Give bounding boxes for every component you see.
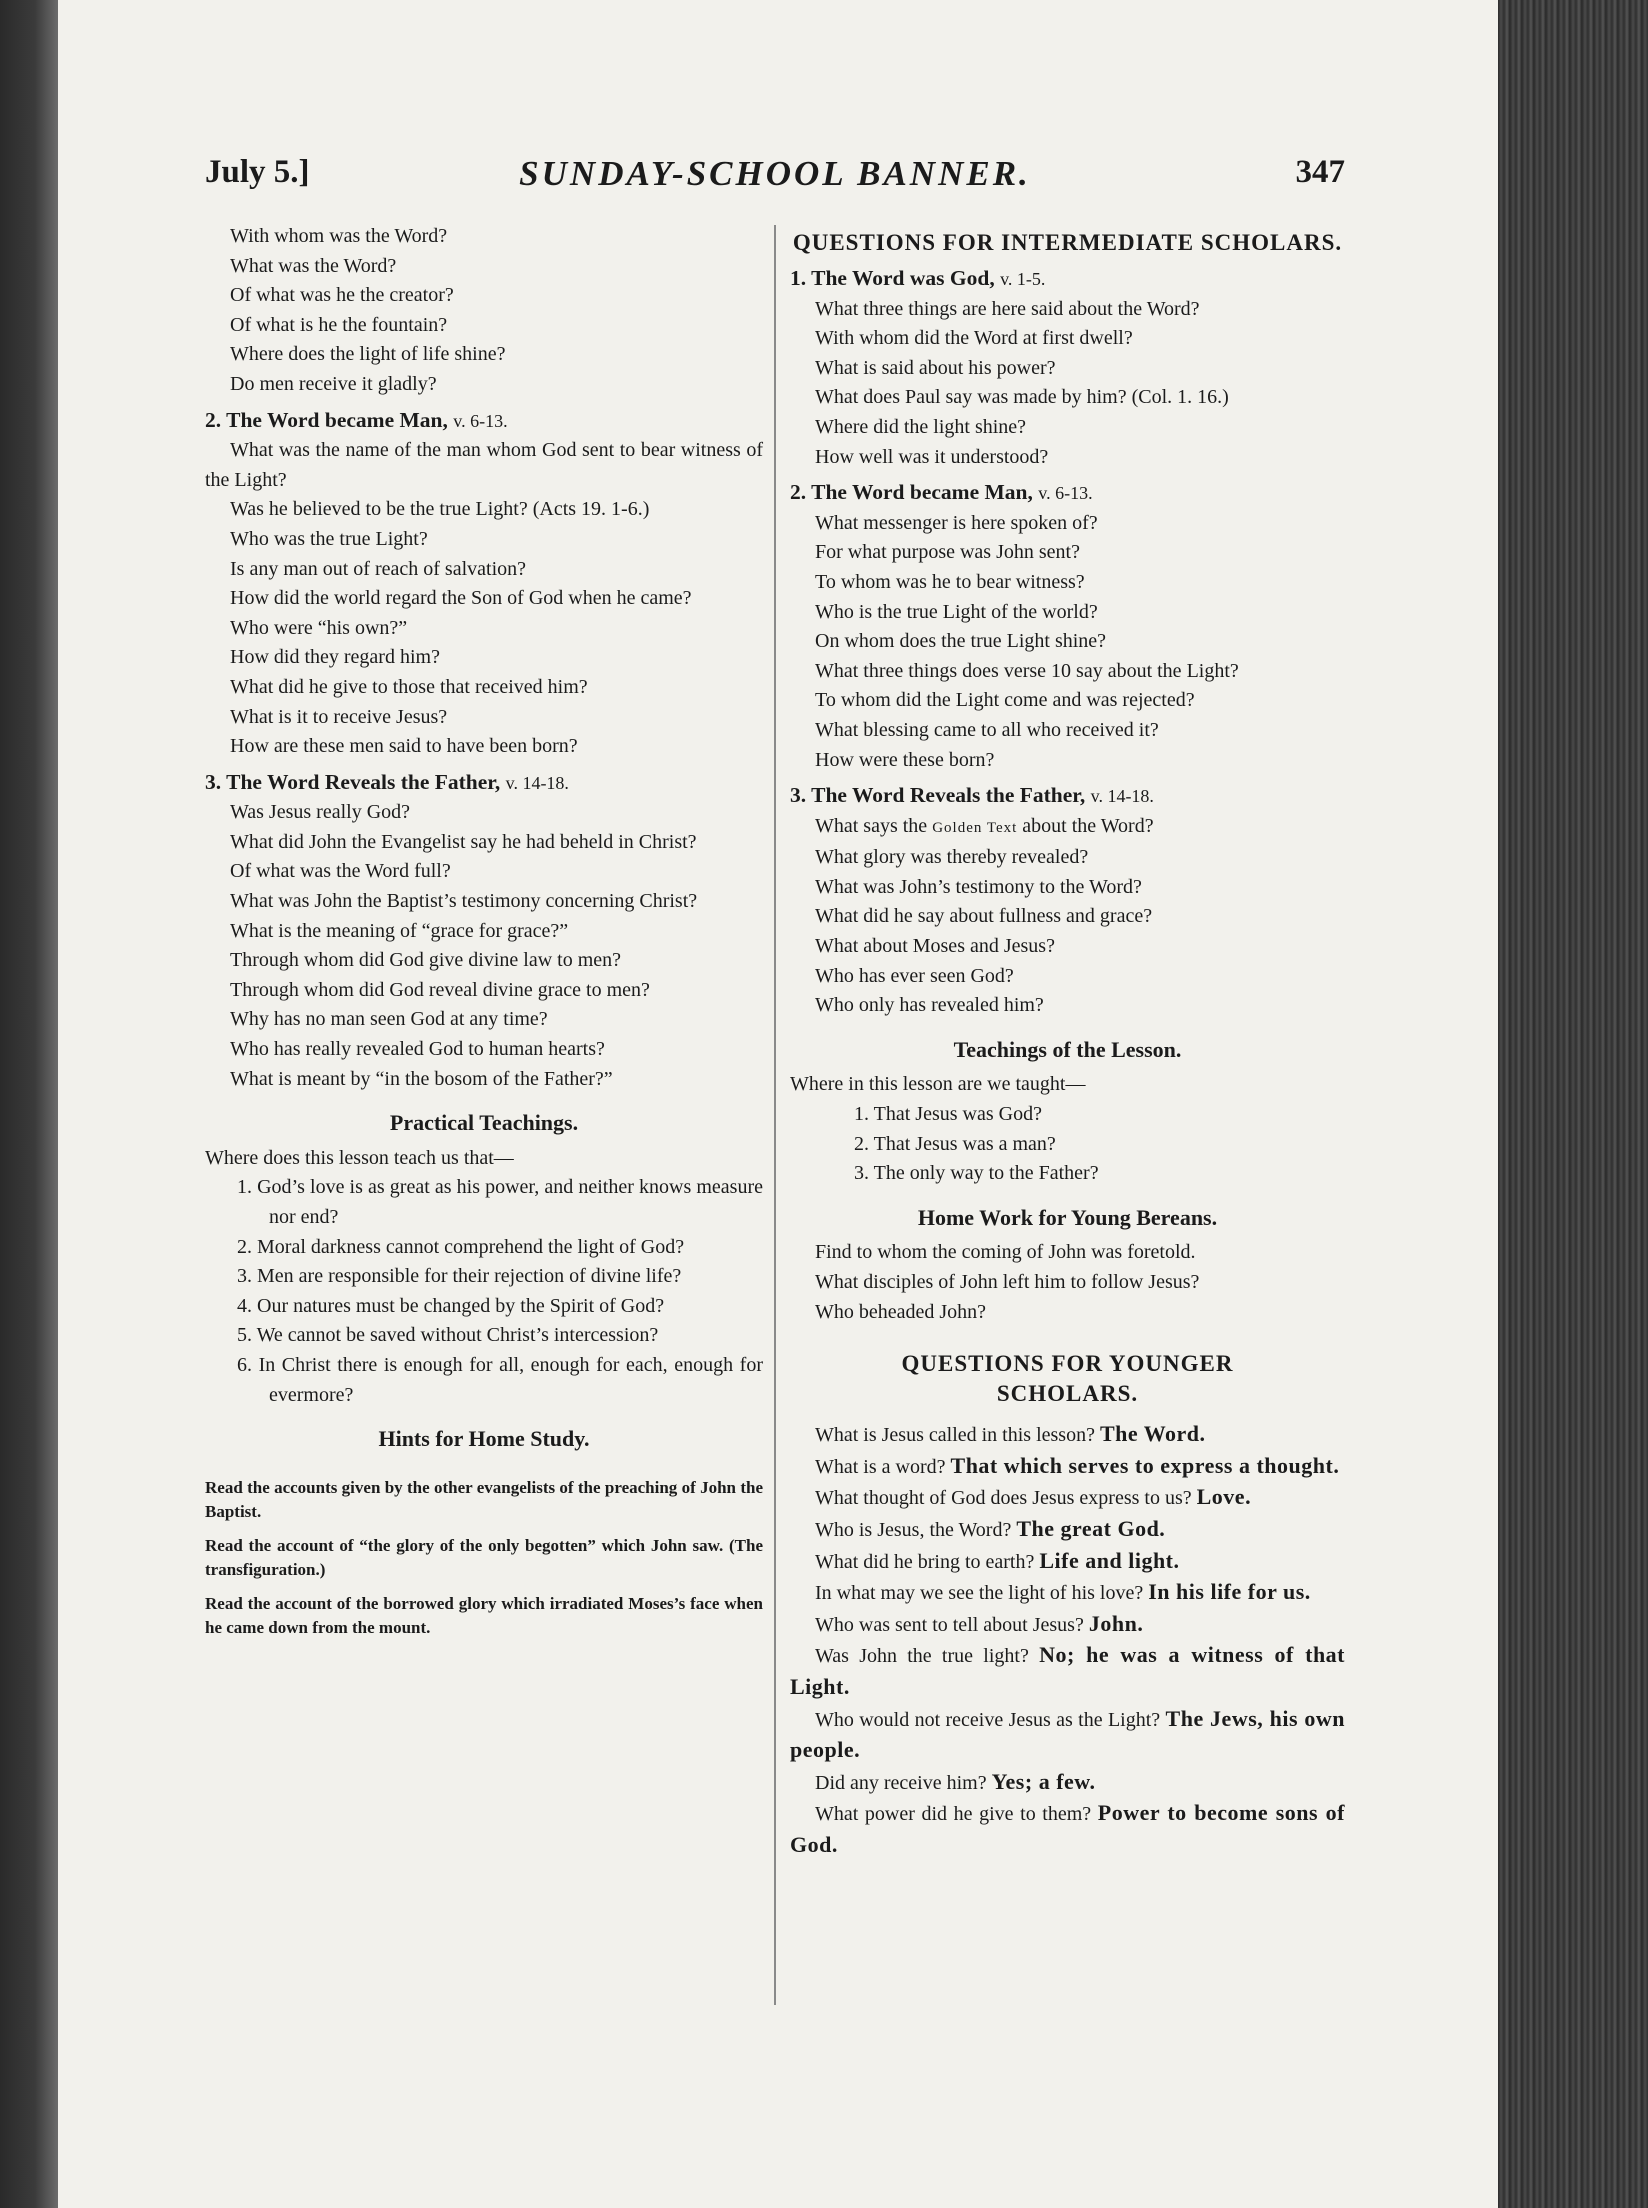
numbered-item: 5. We cannot be saved without Christ’s intercession? <box>237 1324 659 1347</box>
question: Through whom did God reveal divine grace to men? <box>230 978 650 1001</box>
qa-question: What is a word? <box>815 1455 946 1478</box>
header-date: July 5.] <box>205 154 310 190</box>
question: With whom did the Word at first dwell? <box>815 327 1133 350</box>
question: Where does the light of life shine? <box>230 343 506 366</box>
book-spine <box>1498 0 1648 2208</box>
numbered-item: 4. Our natures must be changed by the Spirit of God? <box>237 1294 665 1317</box>
numbered-item: 2. Moral darkness cannot comprehend the light of God? <box>237 1235 685 1258</box>
question: For what purpose was John sent? <box>815 541 1080 564</box>
question: What was the name of the man whom God sent to bear witness of the Light? <box>205 439 763 491</box>
section-title: 2. The Word became Man, <box>205 407 448 432</box>
question-text: about the Word? <box>1022 814 1154 837</box>
qa-pair <box>790 1482 1345 1514</box>
numbered-item: 1. That Jesus was God? <box>854 1103 1042 1126</box>
question: What did he give to those that received him? <box>230 675 588 698</box>
verse-ref: v. 14-18. <box>1090 786 1154 807</box>
question: What messenger is here spoken of? <box>815 511 1098 534</box>
question: Of what was the Word full? <box>230 860 451 883</box>
qa-pair <box>790 1798 1345 1861</box>
question: What was John the Baptist’s testimony concerning Christ? <box>230 890 698 913</box>
question: Was he believed to be the true Light? (Acts 19. 1-6.) <box>230 498 650 521</box>
qa-question: What is Jesus called in this lesson? <box>815 1424 1095 1447</box>
question: Who only has revealed him? <box>815 994 1044 1017</box>
question: How did the world regard the Son of God when he came? <box>230 587 692 610</box>
teachings-intro: Where in this lesson are we taught— <box>790 1073 1086 1096</box>
qa-pair <box>790 1577 1345 1609</box>
question: Why has no man seen God at any time? <box>230 1008 548 1031</box>
hints-heading: Hints for Home Study. <box>378 1426 590 1452</box>
question: Of what was he the creator? <box>230 284 454 307</box>
qa-question: Who is Jesus, the Word? <box>815 1518 1012 1541</box>
question: Who has really revealed God to human hearts? <box>230 1038 605 1061</box>
question: Who were “his own?” <box>230 616 408 639</box>
question: How well was it understood? <box>815 445 1049 468</box>
younger-heading-2: SCHOLARS. <box>996 1381 1139 1407</box>
teachings-heading: Teachings of the Lesson. <box>953 1036 1182 1062</box>
section-title: 3. The Word Reveals the Father, <box>205 769 501 794</box>
question: Through whom did God give divine law to men? <box>230 949 622 972</box>
section-title: 1. The Word was God, <box>790 266 995 290</box>
question: Who was the true Light? <box>230 527 428 550</box>
practical-intro: Where does this lesson teach us that— <box>205 1146 514 1169</box>
qa-pair <box>790 1419 1345 1451</box>
qa-answer: That which serves to express a thought. <box>950 1452 1340 1478</box>
intermediate-heading: QUESTIONS FOR INTERMEDIATE SCHOLARS. <box>792 230 1343 255</box>
question: To whom did the Light come and was rejected? <box>815 689 1195 712</box>
qa-question: Who was sent to tell about Jesus? <box>815 1613 1084 1636</box>
qa-question: What thought of God does Jesus express to us? <box>815 1487 1192 1510</box>
question: Is any man out of reach of salvation? <box>230 557 527 580</box>
section-heading <box>205 406 763 437</box>
page-left-edge <box>0 0 58 2208</box>
question: How were these born? <box>815 748 995 771</box>
numbered-item: 3. The only way to the Father? <box>854 1162 1099 1185</box>
section-heading <box>790 478 1345 509</box>
question: What was the Word? <box>230 254 397 277</box>
question: Was Jesus really God? <box>230 801 411 824</box>
homework-heading: Home Work for Young Bereans. <box>917 1204 1218 1230</box>
qa-answer: The Word. <box>1099 1421 1206 1447</box>
golden-text-smallcaps: Golden Text <box>932 819 1018 836</box>
question: What is it to receive Jesus? <box>230 705 448 728</box>
question: What three things does verse 10 say about the Light? <box>815 659 1239 682</box>
question: Do men receive it gladly? <box>230 372 437 395</box>
section-title: 3. The Word Reveals the Father, <box>790 783 1086 808</box>
qa-question: Who would not receive Jesus as the Light? <box>815 1708 1161 1731</box>
qa-question: What power did he give to them? <box>815 1803 1092 1826</box>
numbered-item: 1. God’s love is as great as his power, and neither knows measure nor end? <box>237 1176 763 1228</box>
running-header <box>205 154 1345 198</box>
question: How are these men said to have been born? <box>230 735 578 758</box>
question: What blessing came to all who received it? <box>815 718 1159 741</box>
question: What was John’s testimony to the Word? <box>815 875 1142 898</box>
header-title: SUNDAY-SCHOOL BANNER. <box>519 154 1031 193</box>
page-number: 347 <box>1295 154 1345 190</box>
question <box>790 812 1345 844</box>
numbered-item: 3. Men are responsible for their rejection of divine life? <box>237 1265 682 1288</box>
question: To whom was he to bear witness? <box>815 570 1085 593</box>
question: How did they regard him? <box>230 646 440 669</box>
qa-answer: Yes; a few. <box>991 1768 1096 1794</box>
section-heading <box>790 781 1345 812</box>
question: Who has ever seen God? <box>815 964 1014 987</box>
numbered-item: 2. That Jesus was a man? <box>854 1132 1056 1155</box>
left-column <box>205 222 763 1640</box>
question: What about Moses and Jesus? <box>815 935 1055 958</box>
qa-pair <box>790 1767 1345 1799</box>
qa-answer: In his life for us. <box>1148 1579 1311 1605</box>
section-title: 2. The Word became Man, <box>790 480 1033 505</box>
qa-question: In what may we see the light of his love? <box>815 1582 1144 1605</box>
qa-pair <box>790 1640 1345 1703</box>
question: With whom was the Word? <box>230 225 448 247</box>
qa-pair <box>790 1451 1345 1483</box>
question: What is meant by “in the bosom of the Father?” <box>230 1067 613 1090</box>
homework-line: What disciples of John left him to follow Jesus? <box>815 1271 1200 1293</box>
column-divider <box>774 225 776 2005</box>
practical-teachings-heading: Practical Teachings. <box>389 1110 579 1136</box>
section-heading <box>205 768 763 799</box>
homework-line: Find to whom the coming of John was foretold. <box>815 1241 1196 1264</box>
hint-paragraph: Read the accounts given by the other evangelists of the preaching of John the Baptist. <box>205 1477 763 1521</box>
homework-line: Who beheaded John? <box>815 1300 987 1323</box>
verse-ref: v. 1-5. <box>1000 269 1046 289</box>
qa-pair <box>790 1514 1345 1546</box>
verse-ref: v. 6-13. <box>453 410 508 431</box>
qa-answer: John. <box>1088 1610 1144 1636</box>
question: What did John the Evangelist say he had beheld in Christ? <box>230 830 697 853</box>
section-heading <box>790 264 1345 295</box>
hint-paragraph: Read the account of the borrowed glory which irradiated Moses’s face when he came down from the mount. <box>205 1593 763 1637</box>
numbered-item: 6. In Christ there is enough for all, enough for each, enough for evermore? <box>237 1353 763 1406</box>
verse-ref: v. 14-18. <box>505 772 569 793</box>
qa-question: Was John the true light? <box>815 1645 1029 1668</box>
qa-answer: No; he was a witness of that Light. <box>790 1642 1346 1699</box>
verse-ref: v. 6-13. <box>1038 483 1093 504</box>
question: What is said about his power? <box>815 356 1056 379</box>
qa-answer: Love. <box>1196 1484 1252 1510</box>
qa-answer: Power to become sons of God. <box>790 1800 1345 1857</box>
question: Who is the true Light of the world? <box>815 600 1098 623</box>
question: What does Paul say was made by him? (Col. 1. 16.) <box>815 386 1229 409</box>
qa-pair <box>790 1704 1345 1767</box>
question: What three things are here said about the Word? <box>815 297 1200 320</box>
right-column <box>790 228 1345 1862</box>
qa-answer: Life and light. <box>1039 1547 1180 1573</box>
question: Of what is he the fountain? <box>230 313 448 336</box>
question: On whom does the true Light shine? <box>815 630 1107 653</box>
qa-answer: The Jews, his own people. <box>790 1705 1346 1763</box>
qa-answer: The great God. <box>1016 1515 1166 1541</box>
hint-paragraph: Read the account of “the glory of the only begotten” which John saw. (The transfiguration.) <box>205 1535 763 1579</box>
younger-heading: QUESTIONS FOR YOUNGER <box>901 1351 1234 1377</box>
question: What glory was thereby revealed? <box>815 846 1089 869</box>
qa-pair <box>790 1609 1345 1641</box>
qa-pair <box>790 1546 1345 1578</box>
qa-question: What did he bring to earth? <box>815 1550 1035 1573</box>
question: What did he say about fullness and grace? <box>815 905 1153 928</box>
question-text: What says the <box>815 814 928 837</box>
question: Where did the light shine? <box>815 415 1027 438</box>
qa-question: Did any receive him? <box>815 1771 987 1794</box>
question: What is the meaning of “grace for grace?” <box>230 919 569 942</box>
